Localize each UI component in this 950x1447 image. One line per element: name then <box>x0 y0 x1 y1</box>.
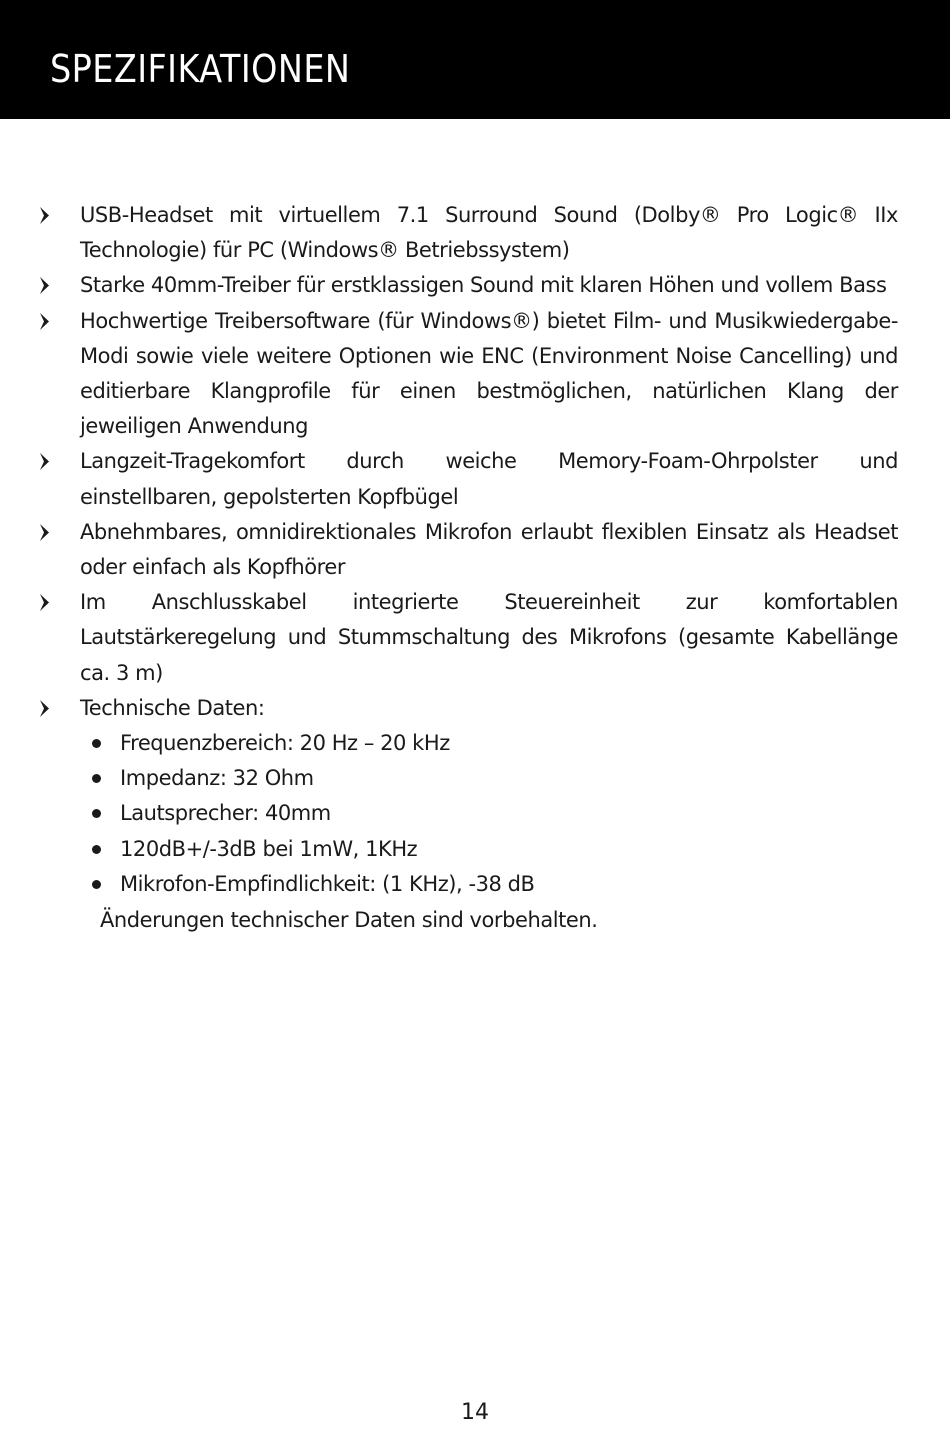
spec-text: Impedanz: 32 Ohm <box>120 766 314 791</box>
chevron-right-icon <box>39 277 50 294</box>
feature-list <box>0 198 950 902</box>
chevron-right-icon <box>39 700 50 717</box>
chevron-right-icon <box>39 453 50 470</box>
spec-item <box>80 761 898 796</box>
spec-text: Frequenzbereich: 20 Hz – 20 kHz <box>120 731 450 756</box>
feature-text: Abnehmbares, omnidirektionales Mikrofon erlaubt flexiblen Einsatz als Headset oder einfach als Kopfhörer <box>80 519 898 580</box>
spec-item <box>80 832 898 867</box>
bullet-dot-icon <box>92 845 101 854</box>
spec-list <box>80 726 898 902</box>
feature-text: Langzeit-Tragekomfort durch weiche Memory-Foam-Ohrpolster und einstellbaren, gepolsterten Kopfbügel <box>80 449 898 509</box>
feature-item <box>0 304 898 445</box>
technical-data-label: Technische Daten: <box>80 695 265 720</box>
feature-text: Starke 40mm-Treiber für erstklassigen Sound mit klaren Höhen und vollem Bass <box>80 273 887 298</box>
disclaimer-note: Änderungen technischer Daten sind vorbehalten. <box>100 908 598 932</box>
bullet-dot-icon <box>92 880 101 889</box>
main-content <box>0 198 950 902</box>
bullet-dot-icon <box>92 774 101 783</box>
chevron-right-icon <box>39 313 50 330</box>
page-header <box>0 0 950 119</box>
feature-text: USB-Headset mit virtuellem 7.1 Surround Sound (Dolby® Pro Logic® IIx Technologie) für PC (Windows® Betriebssystem) <box>80 203 898 263</box>
spec-text: Lautsprecher: 40mm <box>120 801 331 826</box>
spec-text: 120dB+/-3dB bei 1mW, 1KHz <box>120 836 418 861</box>
technical-data-item <box>0 691 898 902</box>
feature-item <box>0 444 898 514</box>
chevron-right-icon <box>39 524 50 541</box>
feature-item <box>0 268 898 303</box>
chevron-right-icon <box>39 207 50 224</box>
feature-item <box>0 585 898 691</box>
chevron-right-icon <box>39 594 50 611</box>
page-number: 14 <box>461 1400 489 1425</box>
feature-text: Im Anschlusskabel integrierte Steuereinheit zur komfortablen Lautstärkeregelung und Stummschaltung des Mikrofons (gesamte Kabellänge ca. 3 m) <box>80 590 898 685</box>
feature-item <box>0 515 898 585</box>
spec-item <box>80 867 898 902</box>
spec-text: Mikrofon-Empfindlichkeit: (1 KHz), -38 dB <box>120 871 535 896</box>
spec-item <box>80 796 898 831</box>
page-title: SPEZIFIKATIONEN <box>50 47 351 91</box>
spec-item <box>80 726 898 761</box>
bullet-dot-icon <box>92 739 101 748</box>
bullet-dot-icon <box>92 809 101 818</box>
feature-item <box>0 198 898 268</box>
feature-text: Hochwertige Treibersoftware (für Windows®) bietet Film- und Musikwiedergabe-Modi sowie viele weitere Optionen wie ENC (Environment Noise Cancelling) und editierbare Klangprofile für einen bestmöglichen, natürlichen Klang der jeweiligen Anwendung <box>80 308 898 439</box>
